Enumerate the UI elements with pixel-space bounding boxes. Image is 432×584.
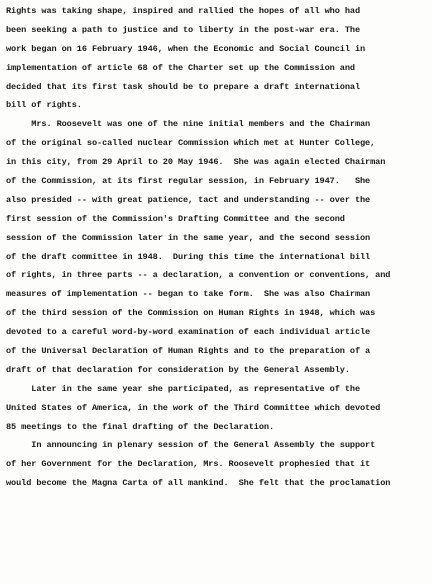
text-line: devoted to a careful word-by-word examination of each individual article — [6, 327, 371, 338]
text-line: of rights, in three parts -- a declaration, a convention or conventions, and — [6, 270, 391, 281]
text-line: Mrs. Roosevelt was one of the nine initial members and the Chairman — [6, 119, 371, 130]
text-line: Later in the same year she participated, as representative of the — [6, 383, 360, 394]
text-line: also presided -- with great patience, tact and understanding -- over the — [6, 194, 371, 205]
text-line: of the Universal Declaration of Human Rights and to the preparation of a — [6, 346, 371, 357]
text-line: United States of America, in the work of the Third Committee which devoted — [6, 402, 381, 413]
text-line: of the original so-called nuclear Commission which met at Hunter College, — [6, 138, 376, 149]
text-line: been seeking a path to justice and to liberty in the post-war era. The — [6, 24, 360, 35]
text-line: in this city, from 29 April to 20 May 1946. She was again elected Chairman — [6, 157, 386, 168]
text-line: of her Government for the Declaration, Mrs. Roosevelt prophesied that it — [6, 459, 371, 470]
text-line: draft of that declaration for consideration by the General Assembly. — [6, 364, 350, 375]
text-line: decided that its first task should be to prepare a draft international — [6, 81, 360, 92]
text-line: work began on 16 February 1946, when the Economic and Social Council in — [6, 43, 366, 54]
text-line: bill of rights. — [6, 100, 82, 111]
text-line: 85 meetings to the final drafting of the Declaration. — [6, 421, 275, 432]
text-line: of the third session of the Commission on Human Rights in 1948, which was — [6, 308, 376, 319]
text-line: In announcing in plenary session of the General Assembly the support — [6, 440, 376, 451]
text-line: would become the Magna Carta of all mankind. She felt that the proclamation — [6, 478, 391, 489]
text-line: first session of the Commission's Drafting Committee and the second — [6, 213, 345, 224]
text-line: Rights was taking shape, inspired and rallied the hopes of all who had — [6, 6, 360, 16]
text-line: of the Commission, at its first regular session, in February 1947. She — [6, 176, 371, 187]
text-line: of the draft committee in 1948. During this time the international bill — [6, 251, 371, 262]
text-line: implementation of article 68 of the Charter set up the Commission and — [6, 62, 355, 73]
text-line: measures of implementation -- began to take form. She was also Chairman — [6, 289, 371, 300]
text-line: session of the Commission later in the same year, and the second session — [6, 232, 371, 243]
document-body — [6, 2, 432, 493]
